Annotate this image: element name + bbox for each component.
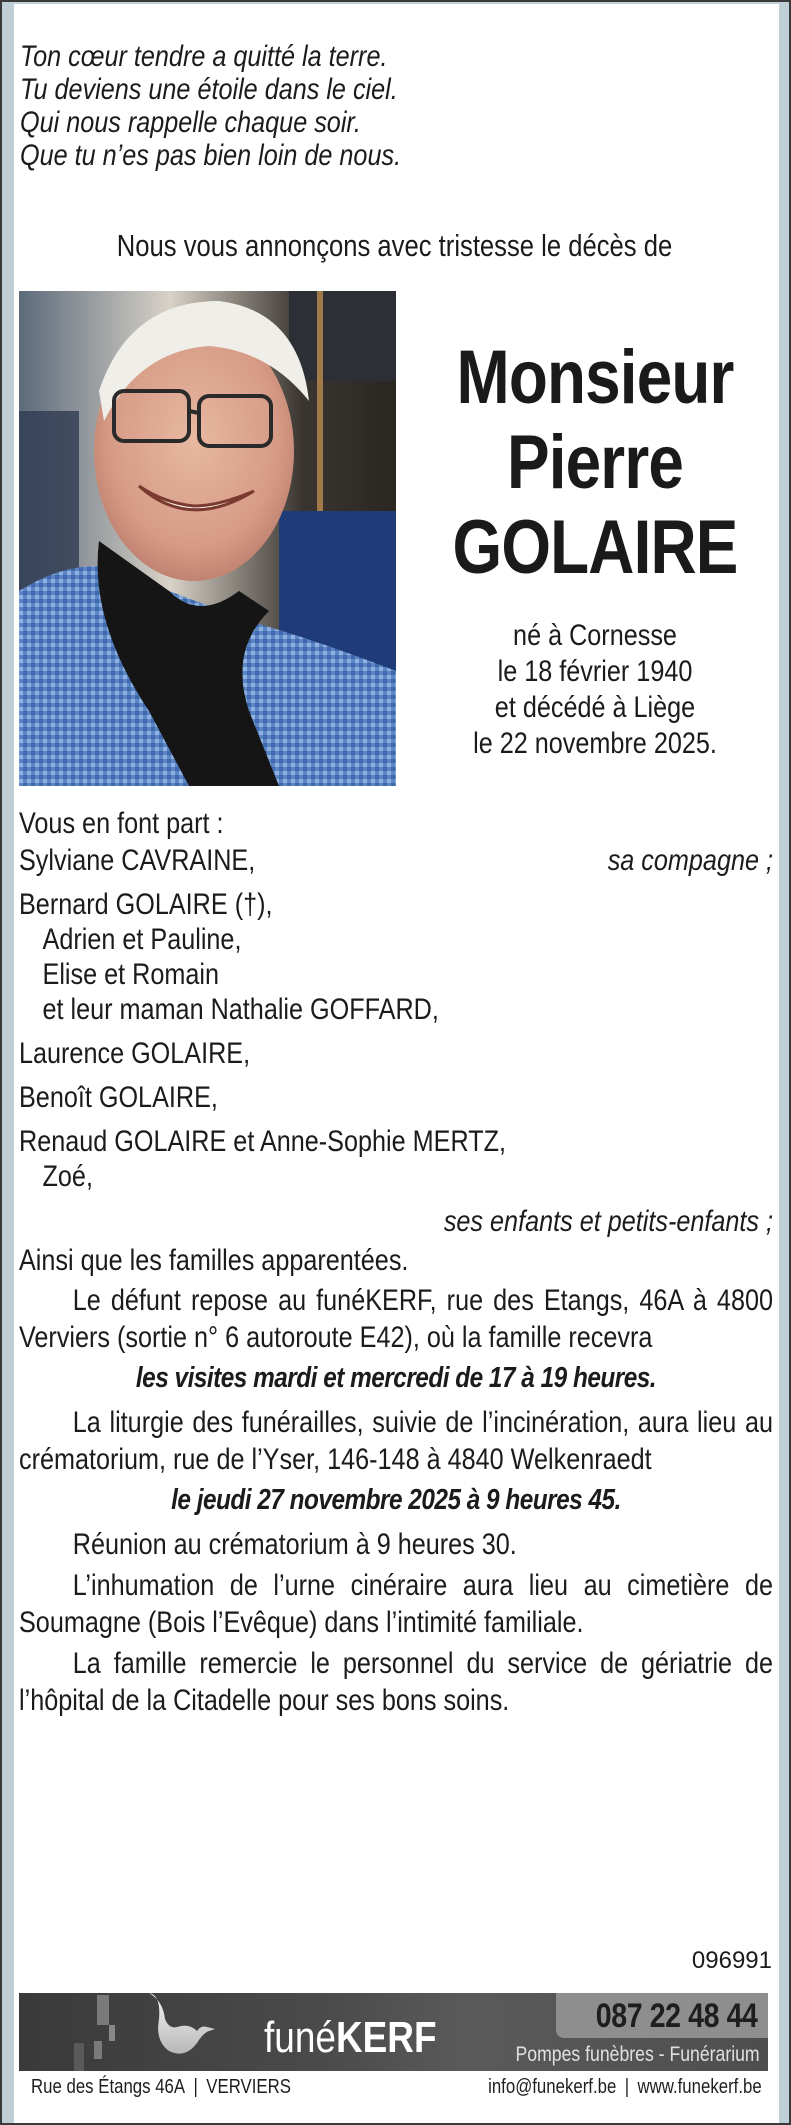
phone-number[interactable]: 087 22 48 44 — [596, 1997, 758, 2035]
liturgy-paragraph: La liturgie des funérailles, suivie de l’incinération, aura lieu au crématorium, rue de l’Yser, 146-148 à 4840 Welkenraedt — [19, 1406, 774, 1476]
date-line: le 22 novembre 2025. — [473, 727, 717, 760]
children-relation: ses enfants et petits-enfants ; — [443, 1205, 774, 1238]
date-line: et décédé à Liège — [494, 691, 696, 724]
email-link[interactable]: info@funekerf.be — [488, 2076, 617, 2098]
ceremony-date-emphasis: le jeudi 27 novembre 2025 à 9 heures 45. — [171, 1484, 621, 1516]
decor-square — [97, 1995, 109, 2025]
child-name: Benoît GOLAIRE, — [19, 1081, 218, 1114]
deceased-name — [400, 335, 790, 590]
date-line: le 18 février 1940 — [497, 655, 693, 688]
partner-name: Sylviane CAVRAINE, — [19, 844, 256, 877]
deceased-photo — [19, 291, 396, 786]
poem-line: Ton cœur tendre a quitté la terre. — [20, 40, 388, 73]
burial-paragraph: L’inhumation de l’urne cinéraire aura lieu au cimetière de Soumagne (Bois l’Evêque) dans l’intimité familiale. — [19, 1569, 774, 1639]
tagline: Pompes funèbres - Funérarium — [515, 2043, 760, 2066]
partner-relation: sa compagne ; — [607, 844, 774, 877]
announcement: Nous vous annonçons avec tristesse le décès de — [116, 229, 673, 263]
thanks-paragraph: La famille remercie le personnel du service de gériatrie de l’hôpital de la Citadelle pour ses bons soins. — [19, 1647, 774, 1717]
notice-body — [19, 806, 773, 1719]
extended-family: Ainsi que les familles apparentées. — [19, 1244, 409, 1277]
partner-row — [19, 843, 773, 878]
grandchild-line: Elise et Romain — [42, 958, 219, 991]
funeral-home-banner — [19, 1993, 768, 2071]
city: VERVIERS — [206, 2076, 291, 2098]
poem-line: Qui nous rappelle chaque soir. — [20, 106, 361, 139]
poem-line: Que tu n’es pas bien loin de nous. — [20, 139, 402, 172]
dove-icon — [139, 1993, 219, 2071]
poem — [20, 40, 780, 172]
phone-box — [556, 1993, 768, 2038]
name-last: GOLAIRE — [452, 505, 738, 590]
child-name: Bernard GOLAIRE (†), — [19, 888, 273, 921]
grandchild-line: Adrien et Pauline, — [42, 923, 242, 956]
brand-logo: funéKERF — [264, 2013, 437, 2062]
grandchild-line: et leur maman Nathalie GOFFARD, — [42, 993, 439, 1026]
decor-square — [109, 2025, 115, 2041]
name-title: Monsieur — [456, 335, 734, 420]
visits-emphasis: les visites mardi et mercredi de 17 à 19 heures. — [135, 1362, 657, 1394]
grandchild-line: Zoé, — [42, 1160, 93, 1193]
decor-square — [94, 2041, 102, 2059]
poem-line: Tu deviens une étoile dans le ciel. — [20, 73, 398, 106]
address: Rue des Étangs 46A — [31, 2076, 186, 2098]
name-first: Pierre — [507, 420, 683, 505]
reference-number: 096991 — [691, 1947, 772, 1974]
child-name: Renaud GOLAIRE et Anne-Sophie MERTZ, — [19, 1125, 506, 1158]
repose-paragraph: Le défunt repose au funéKERF, rue des Etangs, 46A à 4800 Verviers (sortie n° 6 autoroute E42), où la famille recevra — [19, 1284, 774, 1354]
website-link[interactable]: www.funekerf.be — [637, 2076, 762, 2098]
date-line: né à Cornesse — [513, 619, 677, 652]
decor-square — [74, 2043, 84, 2071]
birth-death-dates — [400, 618, 790, 762]
meeting-paragraph: Réunion au crématorium à 9 heures 30. — [72, 1528, 517, 1561]
family-intro: Vous en font part : — [19, 807, 224, 840]
contact-line: Rue des Étangs 46A | VERVIERS info@funekerf.be | www.funekerf.be — [31, 2076, 762, 2098]
child-name: Laurence GOLAIRE, — [19, 1037, 251, 1070]
